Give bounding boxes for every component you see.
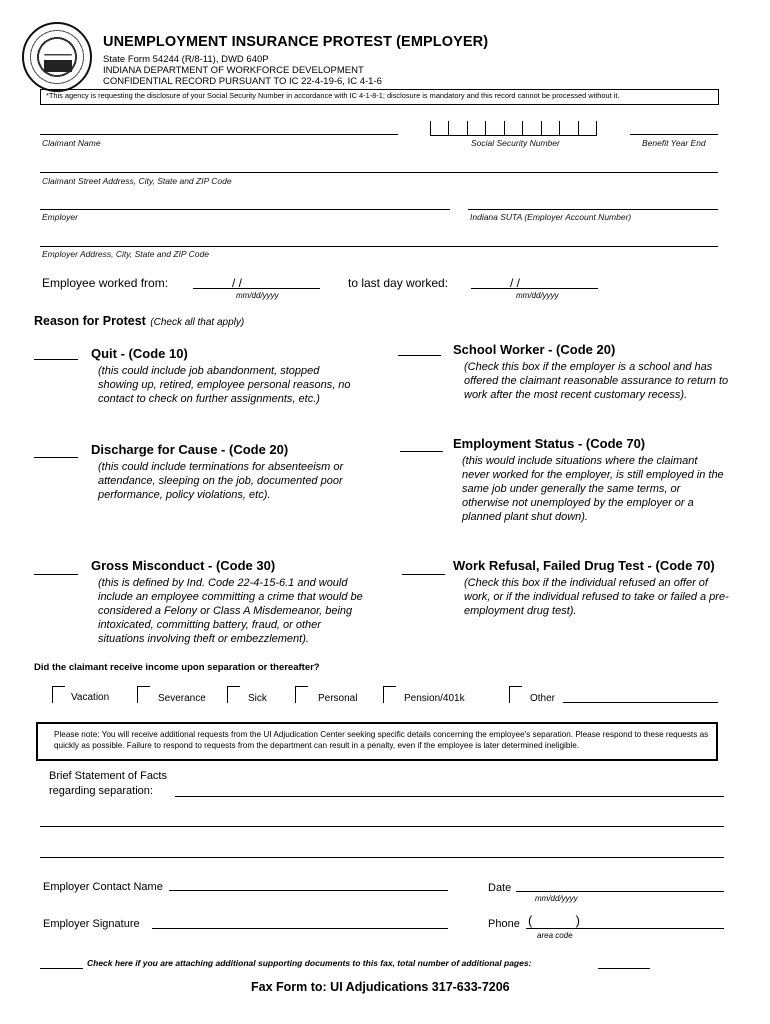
personal-checkbox[interactable] xyxy=(295,686,308,703)
statement-field-1[interactable] xyxy=(175,796,724,797)
school-worker-description: (Check this box if the employer is a school and has offered the claimant reasonable assurance to return to work after the most recent customary recess). xyxy=(464,361,729,401)
date-label: Date xyxy=(488,882,512,894)
phone-field[interactable] xyxy=(526,928,724,929)
personal-label: Personal xyxy=(318,693,358,704)
pension-checkbox[interactable] xyxy=(383,686,396,703)
reason-heading xyxy=(34,312,244,330)
gross-misconduct-title: Gross Misconduct - (Code 30) xyxy=(91,558,276,573)
reason-heading-text: Reason for Protest xyxy=(34,314,146,328)
last-day-hint: mm/dd/yyyy xyxy=(516,291,559,300)
pension-label: Pension/401k xyxy=(404,693,465,704)
other-label: Other xyxy=(530,693,556,704)
discharge-title: Discharge for Cause - (Code 20) xyxy=(91,442,289,457)
suta-field[interactable] xyxy=(468,209,718,210)
attach-text: Check here if you are attaching additional supporting documents to this fax, total number of additional pages: xyxy=(87,958,532,968)
attach-checkbox-line[interactable] xyxy=(40,968,83,969)
sick-label: Sick xyxy=(248,693,267,704)
department-name: INDIANA DEPARTMENT OF WORKFORCE DEVELOPMENT xyxy=(103,65,364,76)
additional-pages-field[interactable] xyxy=(598,968,650,969)
benefit-year-end-field[interactable] xyxy=(630,134,718,135)
employer-address-field[interactable] xyxy=(40,246,718,247)
ssn-divider xyxy=(467,121,468,136)
other-checkbox[interactable] xyxy=(509,686,522,703)
claimant-name-field[interactable] xyxy=(40,134,398,135)
ssn-divider xyxy=(485,121,486,136)
signature-field[interactable] xyxy=(152,928,448,929)
last-day-slashes: / / xyxy=(510,276,521,290)
ssn-label: Social Security Number xyxy=(471,138,560,148)
income-question: Did the claimant receive income upon separation or thereafter? xyxy=(34,662,320,673)
contact-name-label: Employer Contact Name xyxy=(43,881,163,893)
area-code-hint: area code xyxy=(537,931,573,940)
ssn-divider xyxy=(504,121,505,136)
last-day-date-field[interactable] xyxy=(471,288,598,289)
severance-checkbox[interactable] xyxy=(137,686,150,703)
date-hint: mm/dd/yyyy xyxy=(535,894,578,903)
worked-from-date-field[interactable] xyxy=(193,288,320,289)
ssn-field[interactable] xyxy=(430,135,596,136)
benefit-year-end-label: Benefit Year End xyxy=(642,138,706,148)
adjudication-note: Please note: You will receive additional requests from the UI Adjudication Center seeking specific details concerning the employee's separation. Please respond to these requests as quickly as possible. Failure to respond to requests from the department can result in a penalty, even if the employee is later determined ineligible. xyxy=(54,730,709,750)
school-worker-checkbox-line[interactable] xyxy=(398,355,441,356)
severance-label: Severance xyxy=(158,693,206,704)
work-refusal-checkbox-line[interactable] xyxy=(402,574,445,575)
last-day-label: to last day worked: xyxy=(348,276,449,290)
statement-label-2: regarding separation: xyxy=(49,785,153,797)
claimant-address-field[interactable] xyxy=(40,172,718,173)
ssn-divider xyxy=(596,121,597,136)
claimant-address-label: Claimant Street Address, City, State and ZIP Code xyxy=(42,176,232,186)
discharge-description: (this could include terminations for absenteeism or attendance, sleeping on the job, documented poor performance, policy violations, etc). xyxy=(98,461,344,501)
ssn-divider xyxy=(430,121,431,136)
indiana-state-seal xyxy=(22,22,92,92)
contact-name-field[interactable] xyxy=(169,890,448,891)
vacation-label: Vacation xyxy=(71,692,110,703)
ssn-divider xyxy=(578,121,579,136)
statement-field-2[interactable] xyxy=(40,826,724,827)
discharge-checkbox-line[interactable] xyxy=(34,457,78,458)
vacation-checkbox[interactable] xyxy=(52,686,65,703)
fax-instructions: Fax Form to: UI Adjudications 317-633-7206 xyxy=(251,980,510,994)
ssn-divider xyxy=(448,121,449,136)
other-field[interactable] xyxy=(563,702,718,703)
quit-checkbox-line[interactable] xyxy=(34,359,78,360)
employer-address-label: Employer Address, City, State and ZIP Code xyxy=(42,249,209,259)
signature-label: Employer Signature xyxy=(43,918,140,930)
gross-misconduct-description: (this is defined by Ind. Code 22-4-15-6.1 and would include an employee committing a crime that would be considered a Felony or Class A Misdemeanor, being intoxicated, committing battery, fraud, or other situations involving theft or embezzlement). xyxy=(98,577,363,645)
ssn-divider xyxy=(541,121,542,136)
form-number: State Form 54244 (R/8-11), DWD 640P xyxy=(103,54,269,65)
ssn-divider xyxy=(522,121,523,136)
statement-label-1: Brief Statement of Facts xyxy=(49,770,167,782)
ssn-notice: *This agency is requesting the disclosure of your Social Security Number in accordance with IC 4-1-8-1; disclosure is mandatory and this record cannot be processed without it. xyxy=(46,91,620,100)
claimant-name-label: Claimant Name xyxy=(42,138,101,148)
sick-checkbox[interactable] xyxy=(227,686,240,703)
employment-status-checkbox-line[interactable] xyxy=(400,451,443,452)
phone-area-parens: ( ) xyxy=(528,913,580,928)
school-worker-title: School Worker - (Code 20) xyxy=(453,342,616,357)
quit-title: Quit - (Code 10) xyxy=(91,346,188,361)
worked-from-label: Employee worked from: xyxy=(42,276,169,290)
form-title: UNEMPLOYMENT INSURANCE PROTEST (EMPLOYER) xyxy=(103,34,489,50)
reason-hint: (Check all that apply) xyxy=(150,317,245,328)
date-field[interactable] xyxy=(516,891,724,892)
statement-field-3[interactable] xyxy=(40,857,724,858)
worked-from-slashes: / / xyxy=(232,276,243,290)
confidential-notice: CONFIDENTIAL RECORD PURSUANT TO IC 22-4-19-6, IC 4-1-6 xyxy=(103,76,382,87)
gross-misconduct-checkbox-line[interactable] xyxy=(34,574,78,575)
quit-description: (this could include job abandonment, stopped showing up, retired, employee personal reasons, no contact to check on further assignments, etc.) xyxy=(98,365,351,405)
employment-status-description: (this would include situations where the claimant never worked for the employer, is still employed in the same job under generally the same terms, or otherwise not unemployed by the employer or a planned plant shut down). xyxy=(462,455,724,523)
phone-label: Phone xyxy=(488,918,520,930)
suta-label: Indiana SUTA (Employer Account Number) xyxy=(470,212,632,222)
employer-field[interactable] xyxy=(40,209,450,210)
employment-status-title: Employment Status - (Code 70) xyxy=(453,436,646,451)
work-refusal-description: (Check this box if the individual refused an offer of work, or if the individual refused to take or failed a pre-employment drug test). xyxy=(464,577,729,617)
work-refusal-title: Work Refusal, Failed Drug Test - (Code 70) xyxy=(453,558,715,573)
ssn-divider xyxy=(559,121,560,136)
worked-from-hint: mm/dd/yyyy xyxy=(236,291,279,300)
employer-label: Employer xyxy=(42,212,78,222)
